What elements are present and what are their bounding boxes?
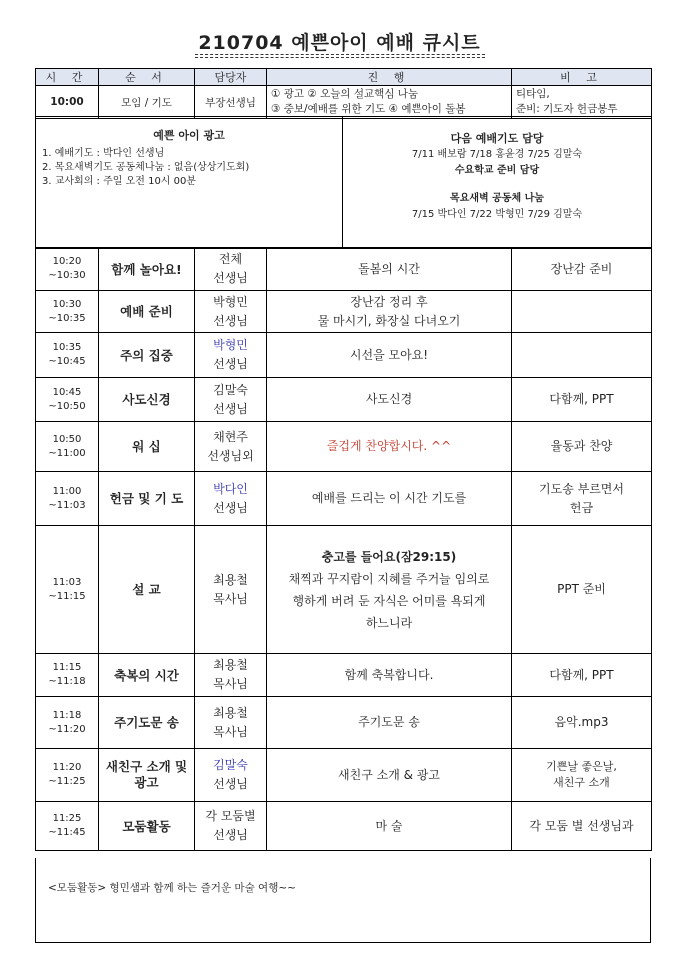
cell-note: 장난감 준비 [512, 248, 652, 291]
cell-person: 박다인 선생님 [195, 472, 267, 526]
schedule-table [35, 247, 652, 851]
header-row [36, 69, 652, 86]
note-line: 준비: 기도자 헌금봉투 [516, 103, 618, 115]
footer-note: <모둠활동> 형민샘과 함께 하는 즐거운 마술 여행~~ [48, 882, 296, 894]
title-underline [195, 54, 485, 55]
table-row [36, 86, 652, 119]
announcement-title: 예쁜 아이 광고 [153, 129, 225, 142]
cell-person: 박형민 선생님 [195, 291, 267, 333]
cell-person: 김말숙 선생님 [195, 378, 267, 422]
cell-order: 주기도문 송 [99, 697, 195, 749]
cell-note: 기쁜날 좋은날, 새친구 소개 [512, 749, 652, 802]
note-line: 티타임, [516, 88, 550, 100]
table-row [36, 291, 652, 333]
cell-note [512, 86, 652, 119]
sermon-title: 충고를 들어요(잠29:15) [321, 549, 457, 564]
footer-box [35, 858, 651, 943]
cell-progress: 함께 축복합니다. [267, 654, 512, 697]
cell-time: 10:30 ~10:35 [36, 291, 99, 333]
cell-progress: 마 술 [267, 802, 512, 851]
cell-time: 11:15 ~11:18 [36, 654, 99, 697]
cell-note [512, 291, 652, 333]
cell-sermon: 충고를 들어요(잠29:15) 채찍과 꾸지람이 지혜를 주거늘 임의로 행하게 버려 둔 자식은 어미를 욕되게 하느니라 [267, 526, 512, 654]
table-row [36, 472, 652, 526]
duty-title: 다음 예배기도 담당 [450, 132, 544, 145]
cell-note: 다함께, PPT [512, 654, 652, 697]
duty-box [343, 117, 652, 249]
cell-time: 11:00 ~11:03 [36, 472, 99, 526]
cell-order: 설 교 [99, 526, 195, 654]
cell-person: 최용철 목사님 [195, 654, 267, 697]
cell-progress: 예배를 드리는 이 시간 기도를 [267, 472, 512, 526]
cell-person: 최용철 목사님 [195, 526, 267, 654]
cell-time: 10:00 [36, 86, 99, 119]
title-underline [195, 57, 485, 58]
announcement-item: 1. 예배기도 : 박다인 선생님 [42, 148, 165, 159]
cell-order: 워 십 [99, 422, 195, 472]
duty-title: 목요새벽 공동체 나눔 [450, 193, 544, 204]
cell-time: 11:25 ~11:45 [36, 802, 99, 851]
cell-person: 부장선생님 [195, 86, 267, 119]
cell-note: PPT 준비 [512, 526, 652, 654]
cell-person: 각 모둠별 선생님 [195, 802, 267, 851]
cell-person: 김말숙 선생님 [195, 749, 267, 802]
table-row [36, 802, 652, 851]
cell-person: 박형민 선생님 [195, 333, 267, 378]
announcement-item: 3. 교사회의 : 주일 오전 10시 00분 [42, 176, 197, 187]
duty-title: 수요학교 준비 담당 [454, 165, 540, 176]
col-header-order: 순 서 [99, 69, 195, 86]
cell-progress: 돌봄의 시간 [267, 248, 512, 291]
cell-note: 율동과 찬양 [512, 422, 652, 472]
cell-note [512, 333, 652, 378]
page-title: 210704 예쁜아이 예배 큐시트 [198, 32, 481, 54]
cell-time: 11:18 ~11:20 [36, 697, 99, 749]
table-row [36, 422, 652, 472]
table-row [36, 697, 652, 749]
duty-line: 7/11 배보람 7/18 홍윤경 7/25 김말숙 [411, 149, 583, 160]
cell-order: 모둠활동 [99, 802, 195, 851]
cell-note: 음악.mp3 [512, 697, 652, 749]
table-row [36, 333, 652, 378]
cell-progress: 사도신경 [267, 378, 512, 422]
cell-note: 기도송 부르면서 헌금 [512, 472, 652, 526]
cell-order: 축복의 시간 [99, 654, 195, 697]
table-row [36, 654, 652, 697]
table-row [36, 749, 652, 802]
cell-time: 11:03 ~11:15 [36, 526, 99, 654]
cell-progress: 새친구 소개 & 광고 [267, 749, 512, 802]
cell-time: 10:45 ~10:50 [36, 378, 99, 422]
table-row [36, 526, 652, 654]
cell-order: 주의 집중 [99, 333, 195, 378]
duty-line: 7/15 박다인 7/22 박형민 7/29 김말숙 [411, 209, 583, 220]
col-header-progress: 진 행 [267, 69, 512, 86]
cell-progress: 장난감 정리 후 물 마시기, 화장실 다녀오기 [267, 291, 512, 333]
cell-order: 새친구 소개 및 광고 [99, 749, 195, 802]
cell-note: 다함께, PPT [512, 378, 652, 422]
announcement-item: 2. 목요새벽기도 공동체나눔 : 없음(상상기도회) [42, 162, 250, 173]
cell-time: 11:20 ~11:25 [36, 749, 99, 802]
cell-progress: 주기도문 송 [267, 697, 512, 749]
progress-line: ① 광고 ② 오늘의 설교핵심 나눔 [271, 88, 419, 100]
header-table [35, 68, 652, 119]
cell-time: 10:50 ~11:00 [36, 422, 99, 472]
cell-note: 각 모둠 별 선생님과 [512, 802, 652, 851]
table-row [36, 248, 652, 291]
table-row [36, 378, 652, 422]
cell-progress: 시선을 모아요! [267, 333, 512, 378]
col-header-note: 비 고 [512, 69, 652, 86]
cell-order: 사도신경 [99, 378, 195, 422]
cell-progress [267, 86, 512, 119]
cell-person: 최용철 목사님 [195, 697, 267, 749]
cell-person: 전체 선생님 [195, 248, 267, 291]
progress-line: ③ 중보/예배를 위한 기도 ④ 예쁜아이 돌봄 [271, 103, 466, 115]
cell-order: 함께 놀아요! [99, 248, 195, 291]
cell-time: 10:35 ~10:45 [36, 333, 99, 378]
col-header-time: 시 간 [36, 69, 99, 86]
cell-time: 10:20 ~10:30 [36, 248, 99, 291]
cell-order: 예배 준비 [99, 291, 195, 333]
col-header-person: 담당자 [195, 69, 267, 86]
cell-order: 모임 / 기도 [99, 86, 195, 119]
cell-person: 채현주 선생님외 [195, 422, 267, 472]
cell-progress: 즐겁게 찬양합시다. ^^ [267, 422, 512, 472]
info-table [35, 116, 652, 249]
cell-order: 헌금 및 기 도 [99, 472, 195, 526]
announcement-box [36, 117, 343, 249]
